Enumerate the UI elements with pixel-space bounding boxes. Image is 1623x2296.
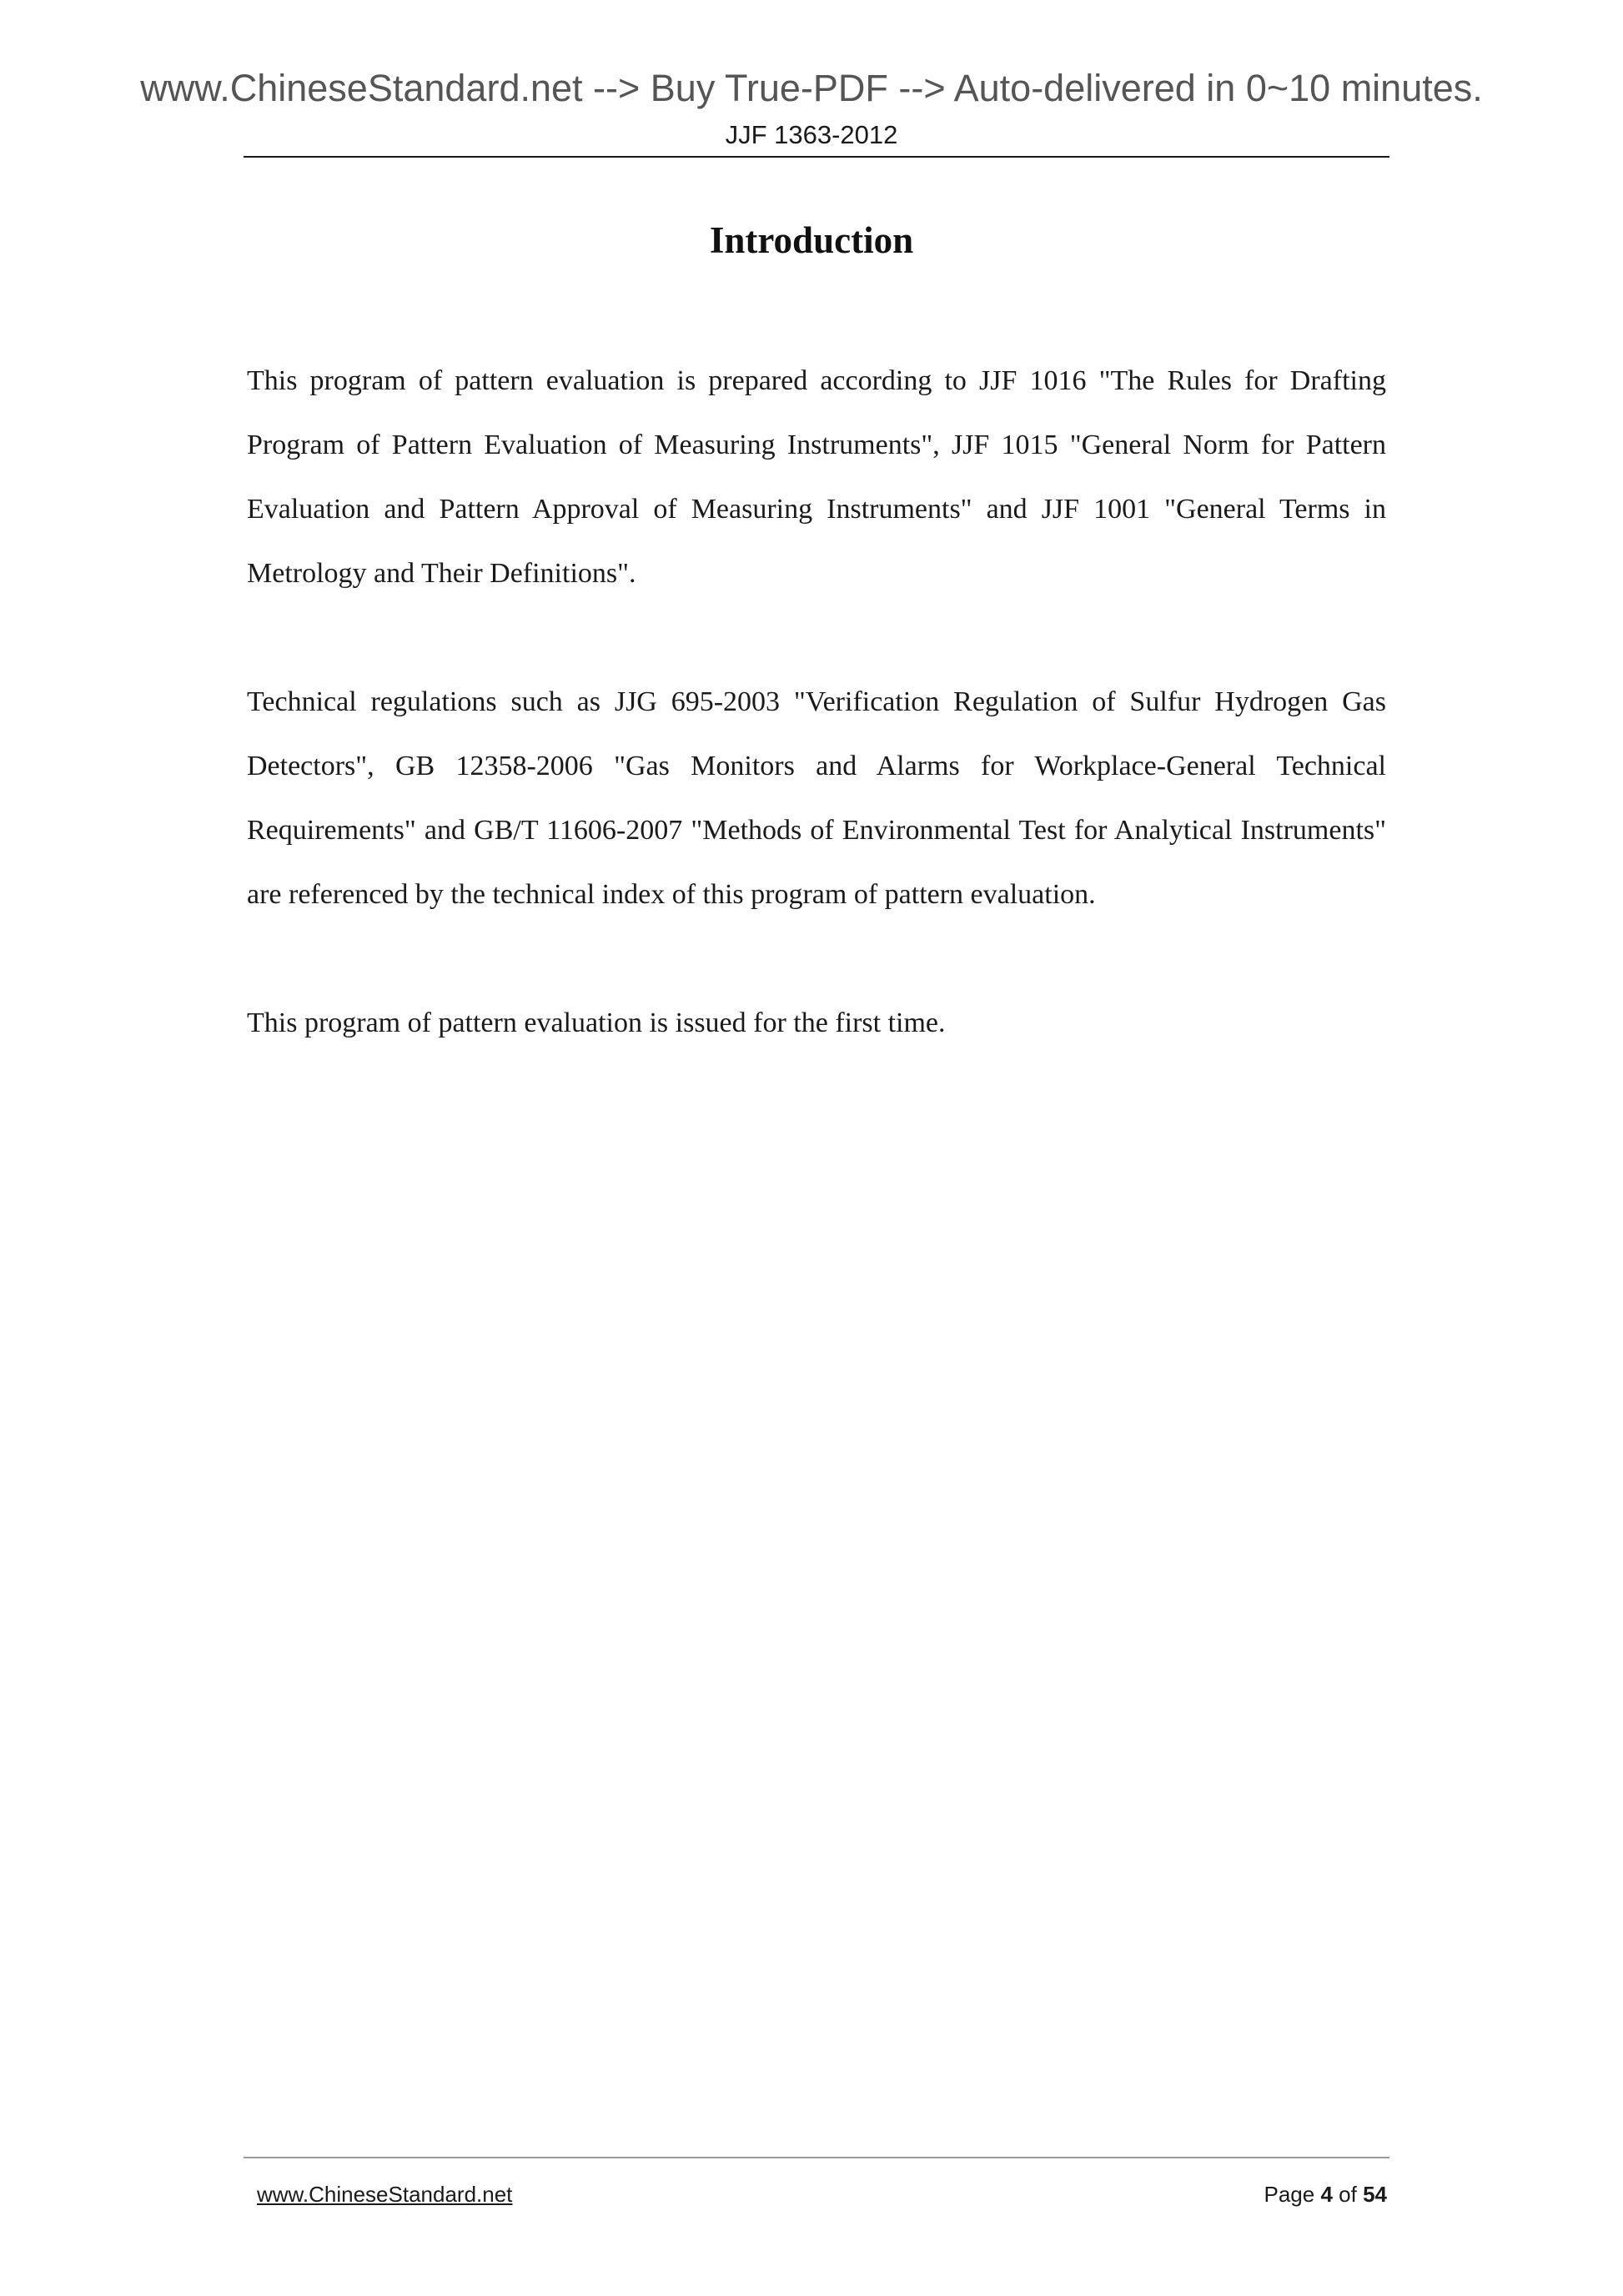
document-id: JJF 1363-2012	[725, 120, 898, 149]
header-divider	[244, 156, 1389, 158]
footer-website-link[interactable]: www.ChineseStandard.net	[257, 2182, 513, 2207]
page-number	[1264, 2180, 1387, 2208]
page-label: Page	[1264, 2182, 1315, 2207]
paragraph-3: This program of pattern evaluation is issued for the first time.	[247, 1007, 946, 1038]
page-title: Introduction	[709, 219, 914, 261]
paragraph-2: Technical regulations such as JJG 695-2003 "Verification Regulation of Sulfur Hydrogen Gas Detectors", GB 12358-2006 "Gas Monitors and Alarms for Workplace-General Technical Requirements" and GB/T 11606-2007 "Methods of Environmental Test for Analytical Instruments" are referenced by the technical index of this program of pattern evaluation.	[247, 686, 1386, 910]
introduction-body	[247, 349, 1386, 1055]
page-of: of	[1339, 2182, 1357, 2207]
page-current: 4	[1320, 2182, 1333, 2207]
paragraph-1: This program of pattern evaluation is prepared according to JJF 1016 "The Rules for Drafting Program of Pattern Evaluation of Measuring Instruments", JJF 1015 "General Norm for Pattern Evaluation and Pattern Approval of Measuring Instruments" and JJF 1001 "General Terms in Metrology and Their Definitions".	[247, 365, 1386, 589]
page-total: 54	[1363, 2182, 1387, 2207]
promo-banner: www.ChineseStandard.net --> Buy True-PDF --> Auto-delivered in 0~10 minutes.	[140, 67, 1483, 109]
footer-divider	[244, 2157, 1389, 2158]
